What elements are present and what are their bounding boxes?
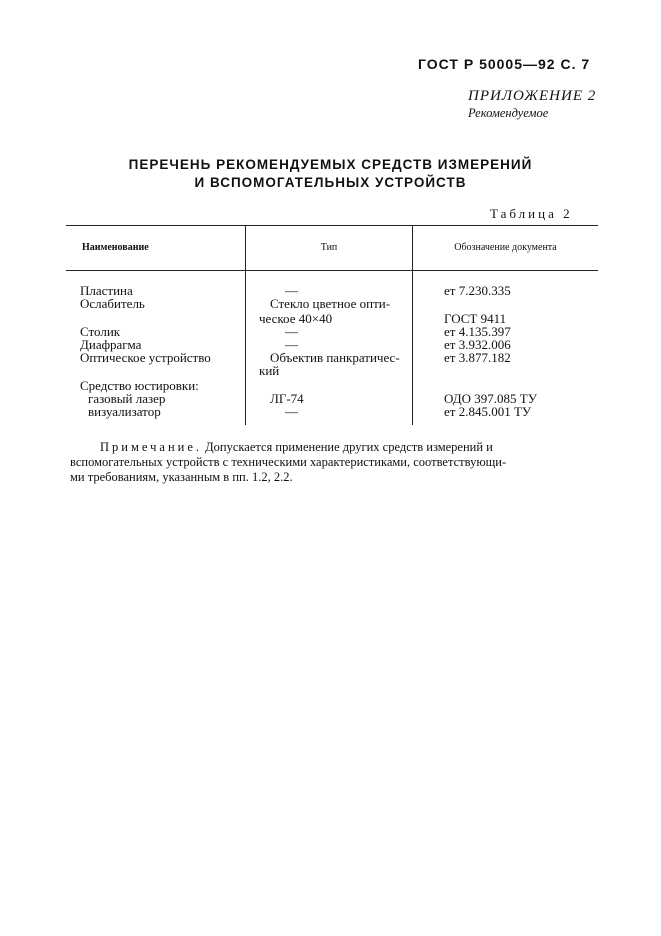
cell-type: — — [285, 404, 298, 419]
cell-document: ет 4.135.397 — [444, 324, 511, 339]
cell-type: — — [285, 283, 298, 298]
cell-type: — — [285, 324, 298, 339]
cell-name: Оптическое устройство — [80, 350, 211, 365]
cell-name: Диафрагма — [80, 337, 142, 352]
cell-type: Объектив панкратичес- — [270, 350, 400, 365]
page-title-line2: И ВСПОМОГАТЕЛЬНЫХ УСТРОЙСТВ — [194, 175, 467, 190]
note-line-3: ми требованиям, указанным в пп. 1.2, 2.2. — [70, 470, 293, 484]
cell-name: визуализатор — [88, 404, 161, 419]
table-top-border — [66, 225, 598, 226]
document-reference: ГОСТ Р 50005—92 С. 7 — [418, 56, 591, 72]
column-header-type: Тип — [320, 242, 338, 253]
cell-name: Пластина — [80, 283, 133, 298]
cell-name: Ослабитель — [80, 296, 145, 311]
cell-name: Столик — [80, 324, 121, 339]
cell-type: кий — [259, 363, 280, 378]
table-header-border — [66, 270, 598, 271]
cell-type: — — [285, 337, 298, 352]
cell-document: ет 7.230.335 — [444, 283, 511, 298]
page-title-line1: ПЕРЕЧЕНЬ РЕКОМЕНДУЕМЫХ СРЕДСТВ ИЗМЕРЕНИЙ — [128, 157, 533, 172]
note-line-1 — [70, 440, 493, 455]
cell-type: ческое 40×40 — [259, 311, 333, 326]
column-divider — [412, 225, 413, 425]
cell-document: ОДО 397.085 ТУ — [444, 391, 537, 406]
appendix-label: ПРИЛОЖЕНИЕ 2 — [468, 88, 597, 104]
table-caption: Таблица 2 — [490, 206, 573, 221]
note-text: Допускается применение других средств измерений и — [205, 440, 493, 454]
column-header-document: Обозначение документа — [454, 242, 557, 253]
column-divider — [245, 225, 246, 425]
note-line-2: вспомогательных устройств с техническими характеристиками, соответствующи- — [70, 455, 507, 469]
cell-type: Стекло цветное опти- — [270, 296, 391, 311]
cell-name: Средство юстировки: — [80, 378, 199, 393]
column-header-name: Наименование — [82, 242, 149, 253]
cell-document: ГОСТ 9411 — [444, 311, 507, 326]
appendix-status: Рекомендуемое — [468, 106, 549, 120]
cell-document: ет 2.845.001 ТУ — [444, 404, 532, 419]
cell-type: ЛГ-74 — [270, 391, 304, 406]
cell-document: ет 3.877.182 — [444, 350, 511, 365]
note-label: Примечание. — [100, 440, 203, 454]
cell-name: газовый лазер — [88, 391, 166, 406]
cell-document: ет 3.932.006 — [444, 337, 511, 352]
